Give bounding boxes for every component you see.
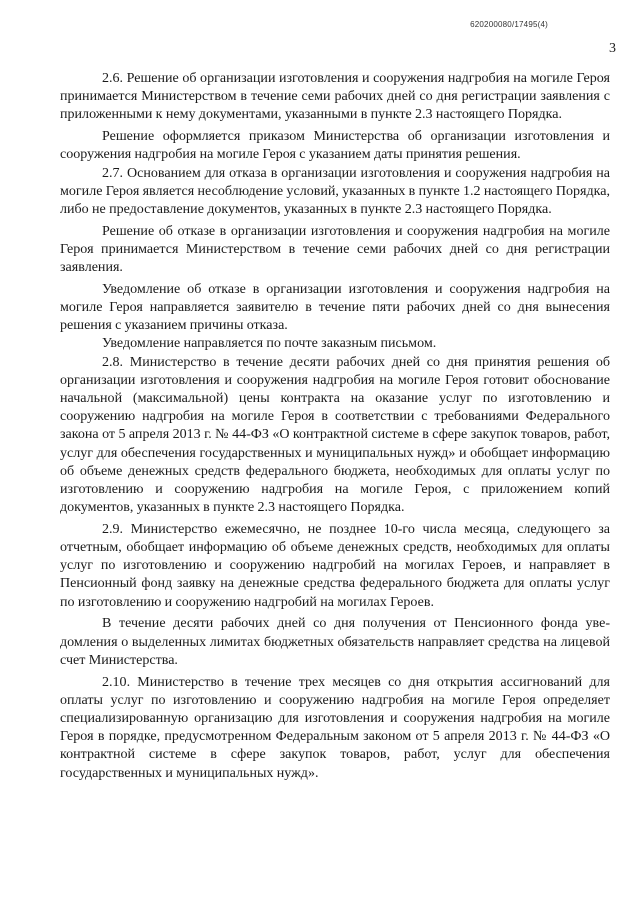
paragraph-refusal-notice: Уведомление об отказе в организации изготовления и сооружения надгробия на могиле Героя направляется заявителю в течение пяти рабочих дней со дня вынесения решения с указанием причины отказа. (60, 280, 610, 334)
document-id: 620200080/17495(4) (470, 20, 548, 29)
paragraph-decision-order: Решение оформляется приказом Министерства об организации изготовления и сооружения надгробия на могиле Героя с указанием даты принятия решения. (60, 128, 610, 163)
paragraph-notice-mail: Уведомление направляется по почте заказным письмом. (102, 335, 437, 352)
document-body (60, 69, 610, 782)
paragraph-2-9: 2.9. Министерство ежемесячно, не позднее 10-го числа месяца, следующего за отчетным, обобщает информацию об объеме денежных средств, необходимых для оплаты услуг по изготовлению и сооружению надгробий на могилах Героев, и направляет в Пенсионный фонд заявку на денежные средства федерального бюджета для оплаты услуг по изготовлению и сооружению надгробий на могилах Героев. (60, 520, 610, 610)
paragraph-2-8: 2.8. Министерство в течение десяти рабочих дней со дня принятия решения об организации изготовления и сооружения надгробия на могиле Героя готовит обоснование начальной (максимальной) цены контракта на оказание услуг по изготовлению и сооружению надгробия на могиле Героя в соответствии с требованиями Федерального закона от 5 апреля 2013 г. № 44-ФЗ «О контрактной системе в сфере закупок товаров, работ, услуг для обеспечения государственных и муниципальных нужд» и обобщает информацию об объеме денежных средств федерального бюджета, необходимых для оплаты услуг по изготовлению и сооружению надгробия на могиле Героя, с приложением копий документов, указанных в пункте 2.3 настоящего Порядка. (60, 353, 610, 516)
paragraph-pension-fund: В течение десяти рабочих дней со дня получения от Пенсионного фонда уведомления о выделенных лимитах бюджетных обязательств направляет средства на лицевой счет Министерства. (60, 615, 610, 668)
paragraph-2-10: 2.10. Министерство в течение трех месяцев со дня открытия ассигнований для оплаты услуг по изготовлению и сооружению надгробия на могиле Героя определяет специализированную организацию для изготовления и сооружения надгробия на могиле Героя в порядке, предусмотренном Федеральным законом от 5 апреля 2013 г. № 44-ФЗ «О контрактной системе в сфере закупок товаров, работ, услуг для обеспечения государственных и муниципальных нужд». (60, 673, 610, 781)
paragraph-refusal-decision: Решение об отказе в организации изготовления и сооружения надгробия на могиле Героя принимается Министерством в течение семи рабочих дней со дня регистрации заявления. (60, 222, 610, 276)
paragraph-2-6: 2.6. Решение об организации изготовления и сооружения надгробия на могиле Героя принимается Министерством в течение семи рабочих дней со дня регистрации заявления с приложенными к нему документами, указанными в пункте 2.3 настоящего Порядка. (60, 70, 610, 123)
paragraph-2-7: 2.7. Основанием для отказа в организации изготовления и сооружения надгробия на могиле Героя является несоблюдение условий, указанных в пункте 1.2 настоящего Порядка, либо не предоставление документов, указанных в пункте 2.3 настоящего Порядка. (60, 164, 610, 217)
page-number: 3 (609, 41, 616, 56)
